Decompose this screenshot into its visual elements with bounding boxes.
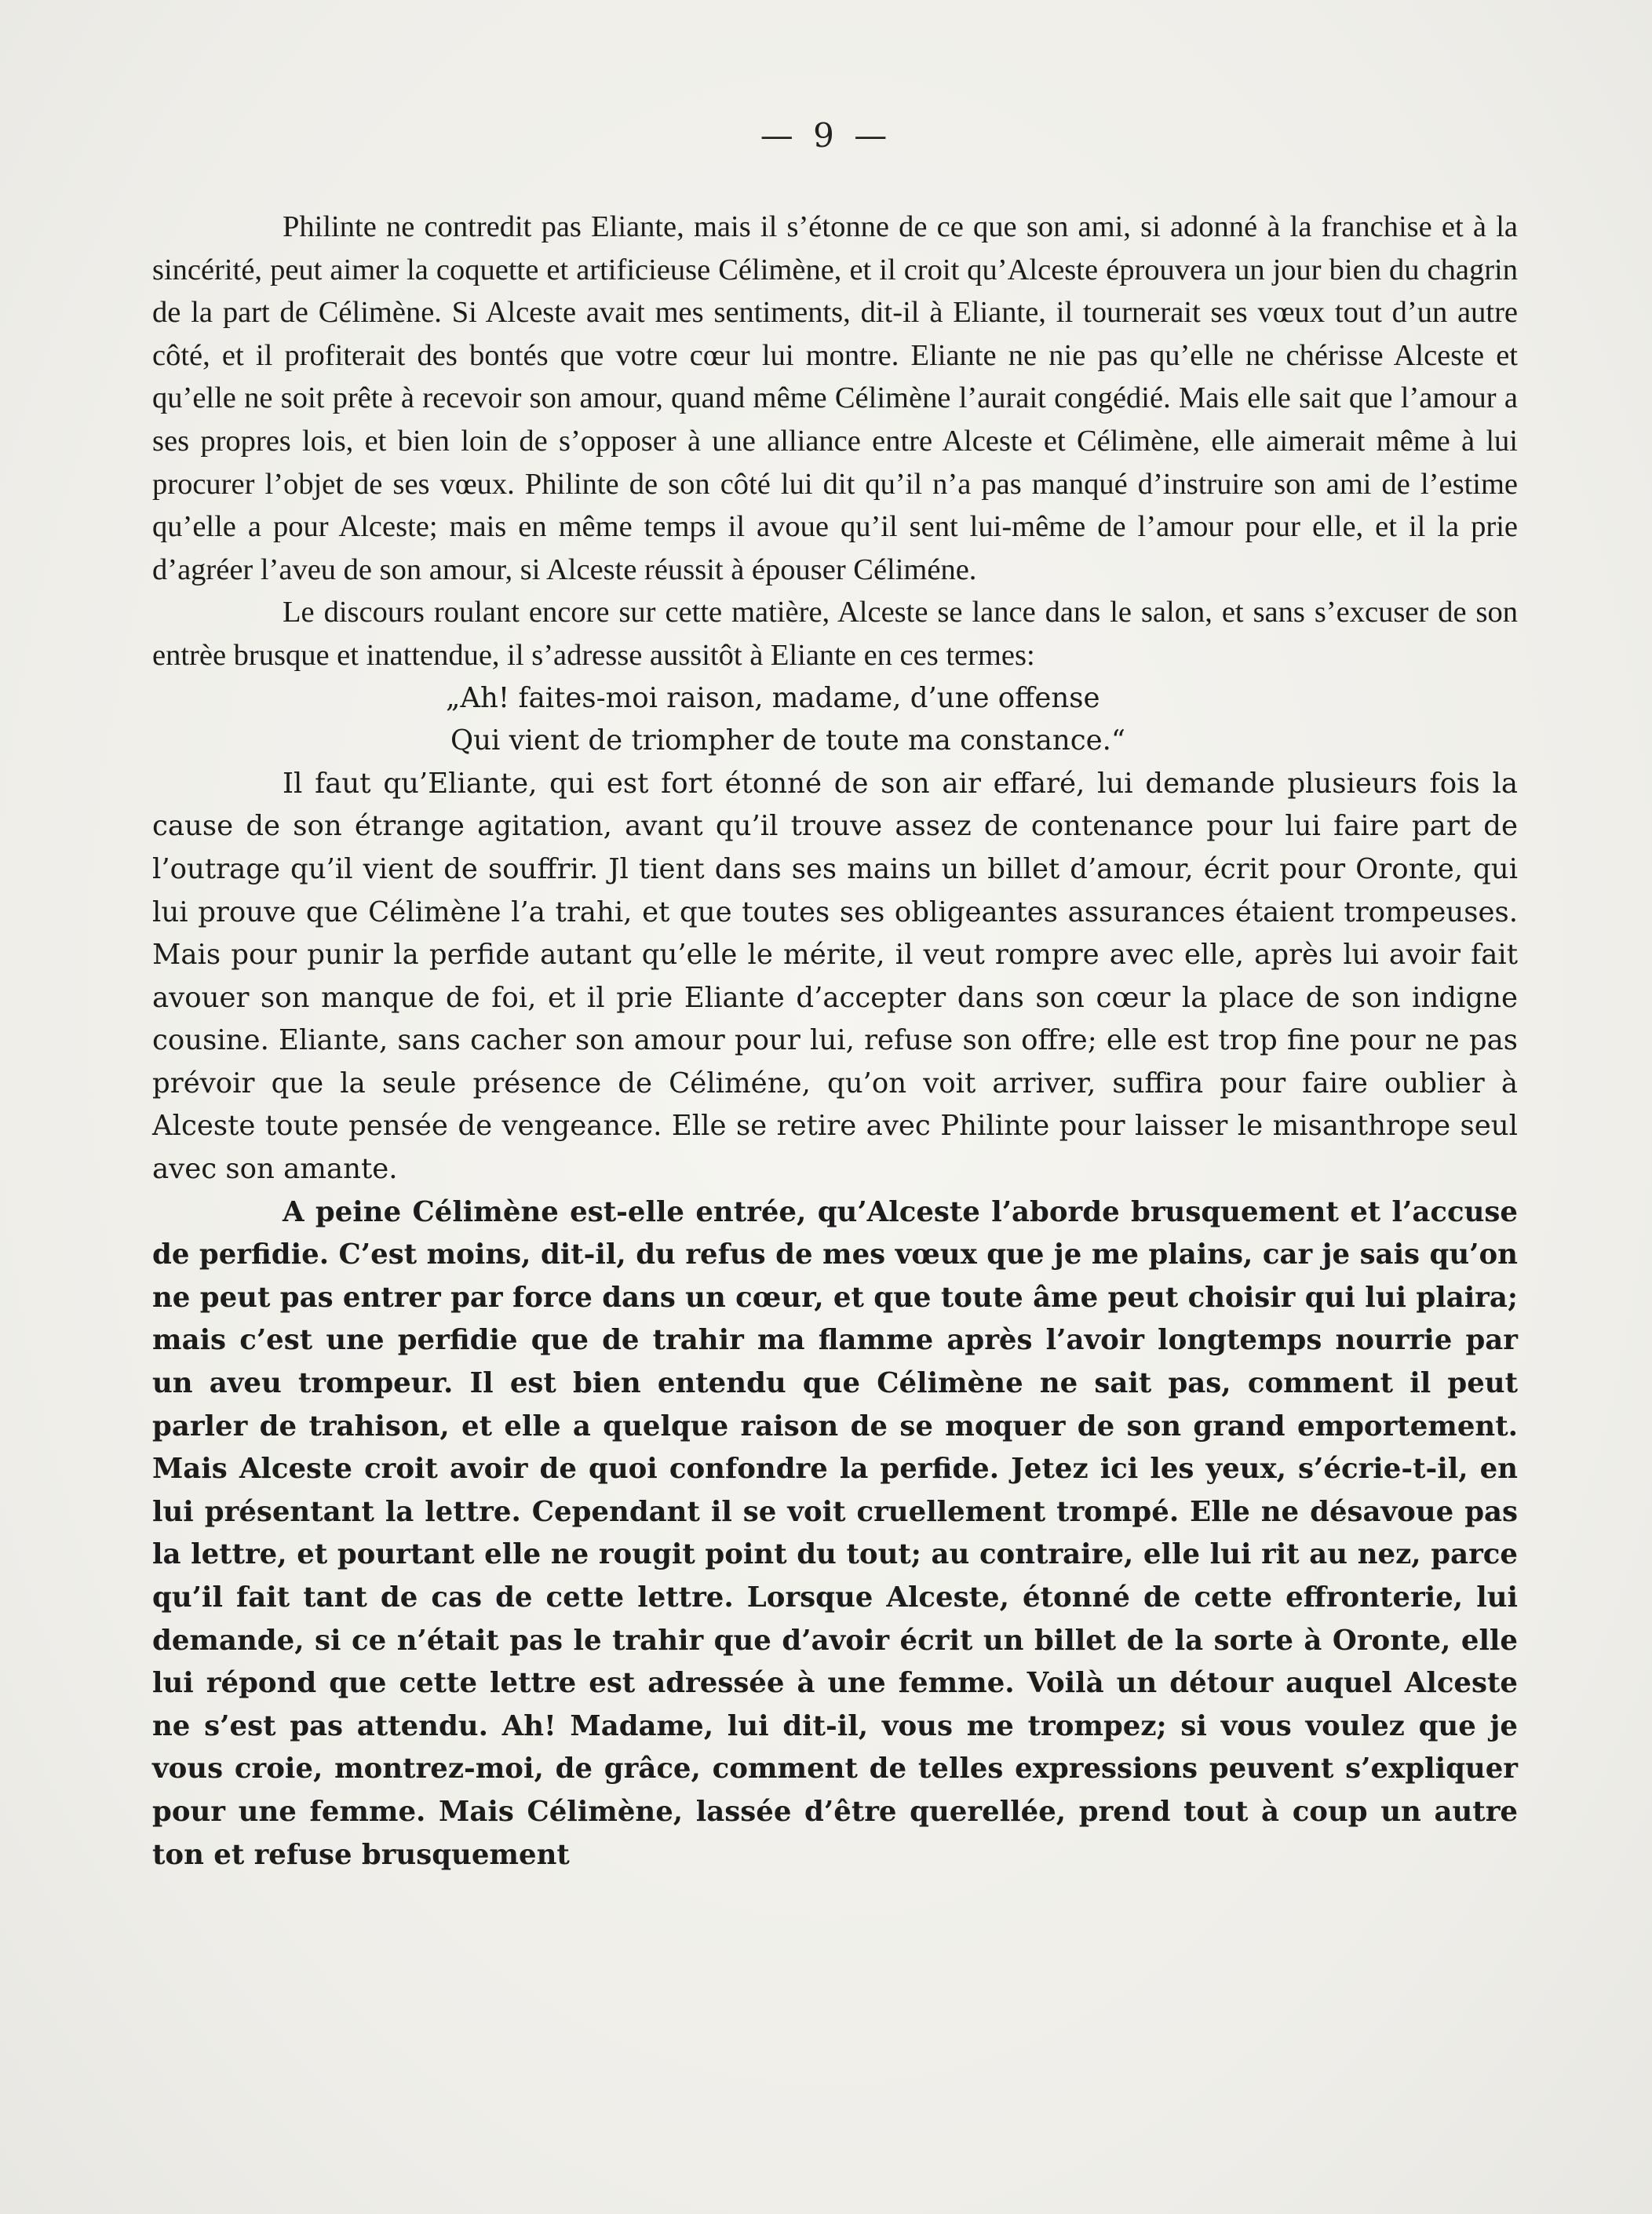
paragraph-4: A peine Célimène est-elle entrée, qu’Alceste l’aborde brusquement et l’accuse de perfidie. C’est moins, dit-il, du refus de mes vœux que je me plains, car je sais qu’on ne peut pas entrer par force dans un cœur, et que toute âme peut choisir qui lui plaira; mais c’est une perfidie que de trahir ma flamme après l’avoir longtemps nourrie par un aveu trompeur. Il est bien entendu que Célimène ne sait pas, comment il peut parler de trahison, et elle a quelque raison de se moquer de son grand emportement. Mais Alceste croit avoir de quoi confondre la perfide. Jetez ici les yeux, s’écrie-t-il, en lui présentant la lettre. Cependant il se voit cruellement trompé. Elle ne désavoue pas la lettre, et pourtant elle ne rougit point du tout; au contraire, elle lui rit au nez, parce qu’il fait tant de cas de cette lettre. Lorsque Alceste, étonné de cette effronterie, lui demande, si ce n’était pas le trahir que d’avoir écrit un billet de la sorte à Oronte, elle lui répond que cette lettre est adressée à une femme. Voilà un détour auquel Alceste ne s’est pas attendu. Ah! Madame, lui dit-il, vous me trompez; si vous voulez que je vous croie, montrez-moi, de grâce, comment de telles expressions peuvent s’expliquer pour une femme. Mais Célimène, lassée d’être querellée, prend tout à coup un autre ton et refuse brusquement — [152, 1195, 1518, 1871]
verse-line-1: „Ah! faites-moi raison, madame, d’une offense — [446, 681, 1100, 714]
verse-line-2: Qui vient de triompher de toute ma constance.“ — [450, 724, 1126, 757]
paragraph-1: Philinte ne contredit pas Eliante, mais il s’étonne de ce que son ami, si adonné à la franchise et à la sincérité, peut aimer la coquette et artificieuse Célimène, et il croit qu’Alceste éprouvera un jour bien du chagrin de la part de Célimène. Si Alceste avait mes sentiments, dit-il à Eliante, il tournerait ses vœux tout d’un autre côté, et il profiterait des bontés que votre cœur lui montre. Eliante ne nie pas qu’elle ne chérisse Alceste et qu’elle ne soit prête à recevoir son amour, quand même Célimène l’aurait congédié. Mais elle sait que l’amour a ses propres lois, et bien loin de s’opposer à une alliance entre Alceste et Célimène, elle aimerait même à lui procurer l’objet de ses vœux. Philinte de son côté lui dit qu’il n’a pas manqué d’instruire son ami de l’estime qu’elle a pour Alceste; mais en même temps il avoue qu’il sent lui-même de l’amour pour elle, et il la prie d’agréer l’aveu de son amour, si Alceste réussit à épouser Céliméne. — [152, 210, 1518, 586]
paragraph-3: Il faut qu’Eliante, qui est fort étonné de son air effaré, lui demande plusieurs fois la cause de son étrange agitation, avant qu’il trouve assez de contenance pour lui faire part de l’outrage qu’il vient de souffrir. Jl tient dans ses mains un billet d’amour, écrit pour Oronte, qui lui prouve que Célimène l’a trahi, et que toutes ses obligeantes assurances étaient trompeuses. Mais pour punir la perfide autant qu’elle le mérite, il veut rompre avec elle, après lui avoir fait avouer son manque de foi, et il prie Eliante d’accepter dans son cœur la place de son indigne cousine. Eliante, sans cacher son amour pour lui, refuse son offre; elle est trop fine pour ne pas prévoir que la seule présence de Céliméne, qu’on voit arriver, suffira pour faire oublier à Alceste toute pensée de vengeance. Elle se retire avec Philinte pour laisser le misanthrope seul avec son amante. — [152, 767, 1518, 1186]
paragraph-2: Le discours roulant encore sur cette matière, Alceste se lance dans le salon, et sans s’excuser de son entrèe brusque et inattendue, il s’adresse aussitôt à Eliante en ces termes: — [152, 596, 1518, 672]
page-number: — 9 — — [760, 116, 892, 155]
body-text — [152, 206, 1518, 1877]
